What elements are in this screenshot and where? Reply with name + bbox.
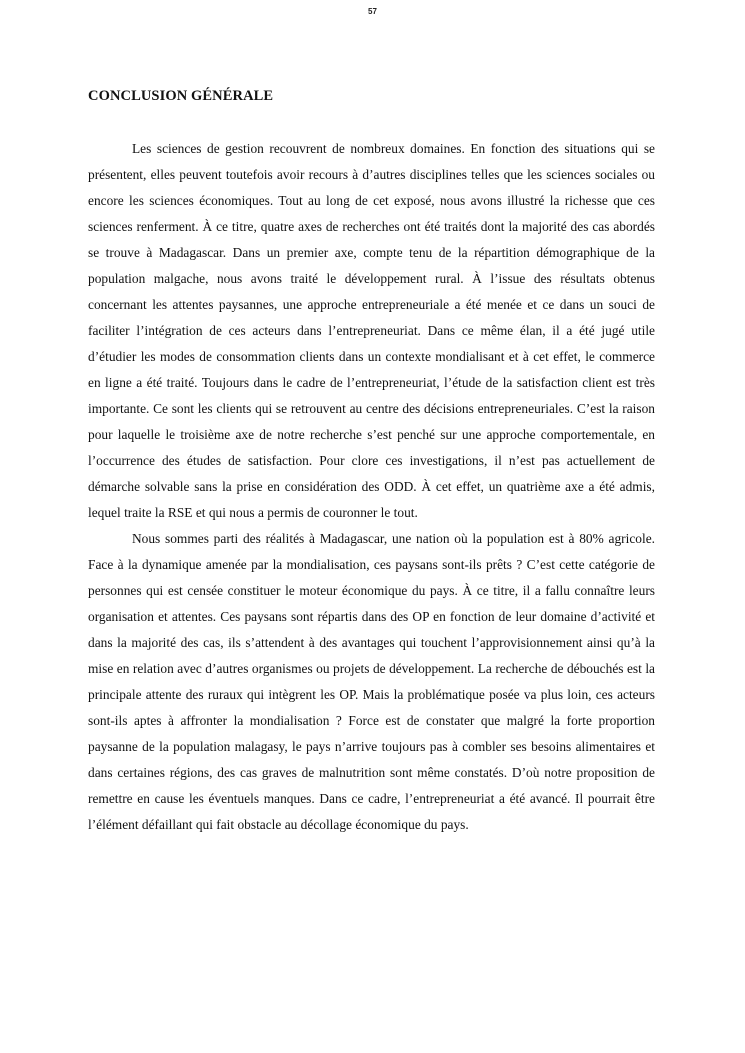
paragraph: Nous sommes parti des réalités à Madagascar, une nation où la population est à 80% agricole. Face à la dynamique amenée par la mondialisation, ces paysans sont-ils prêts ? C’est cette catégorie de personnes qui est censée constituer le moteur économique du pays. À ce titre, il a fallu connaître leurs organisation et attentes. Ces paysans sont répartis dans des OP en fonction de leur domaine d’activité et dans la majorité des cas, ils s’attendent à des avantages qui touchent l’approvisionnement ainsi qu’à la mise en relation avec d’autres organismes ou projets de développement. La recherche de débouchés est la principale attente des ruraux qui intègrent les OP. Mais la problématique posée va plus loin, ces acteurs sont-ils aptes à affronter la mondialisation ? Force est de constater que malgré la forte proportion paysanne de la population malagasy, le pays n’arrive toujours pas à combler ses besoins alimentaires et dans certaines régions, des cas graves de malnutrition sont même constatés. D’où notre proposition de remettre en cause les éventuels manques. Dans ce cadre, l’entrepreneuriat a été avancé. Il pourrait être l’élément défaillant qui fait obstacle au décollage économique du pays.	[88, 531, 655, 832]
paragraph: Les sciences de gestion recouvrent de nombreux domaines. En fonction des situations qui se présentent, elles peuvent toutefois avoir recours à d’autres disciplines telles que les sciences sociales ou encore les sciences économiques. Tout au long de cet exposé, nous avons illustré la richesse que ces sciences renferment. À ce titre, quatre axes de recherches ont été traités dont la majorité des cas abordés se trouve à Madagascar. Dans un premier axe, compte tenu de la répartition démographique de la population malgache, nous avons traité le développement rural. À l’issue des résultats obtenus concernant les attentes paysannes, une approche entrepreneuriale a été menée et ce dans un souci de faciliter l’intégration de ces acteurs dans l’entrepreneuriat. Dans ce même élan, il a été jugé utile d’étudier les modes de consommation clients dans un contexte mondialisant et à cet effet, le commerce en ligne a été traité. Toujours dans le cadre de l’entrepreneuriat, l’étude de la satisfaction client est très importante. Ce sont les clients qui se retrouvent au centre des décisions entrepreneuriales. C’est la raison pour laquelle le troisième axe de notre recherche s’est penché sur une approche comportementale, en l’occurrence des études de satisfaction. Pour clore ces investigations, il n’est pas actuellement de démarche solvable sans la prise en considération des ODD. À cet effet, un quatrième axe a été admis, lequel traite la RSE et qui nous a permis de couronner le tout.	[88, 141, 655, 520]
section-heading: CONCLUSION GÉNÉRALE	[88, 88, 274, 104]
body-text	[88, 136, 655, 838]
page-number: 57	[368, 7, 377, 16]
